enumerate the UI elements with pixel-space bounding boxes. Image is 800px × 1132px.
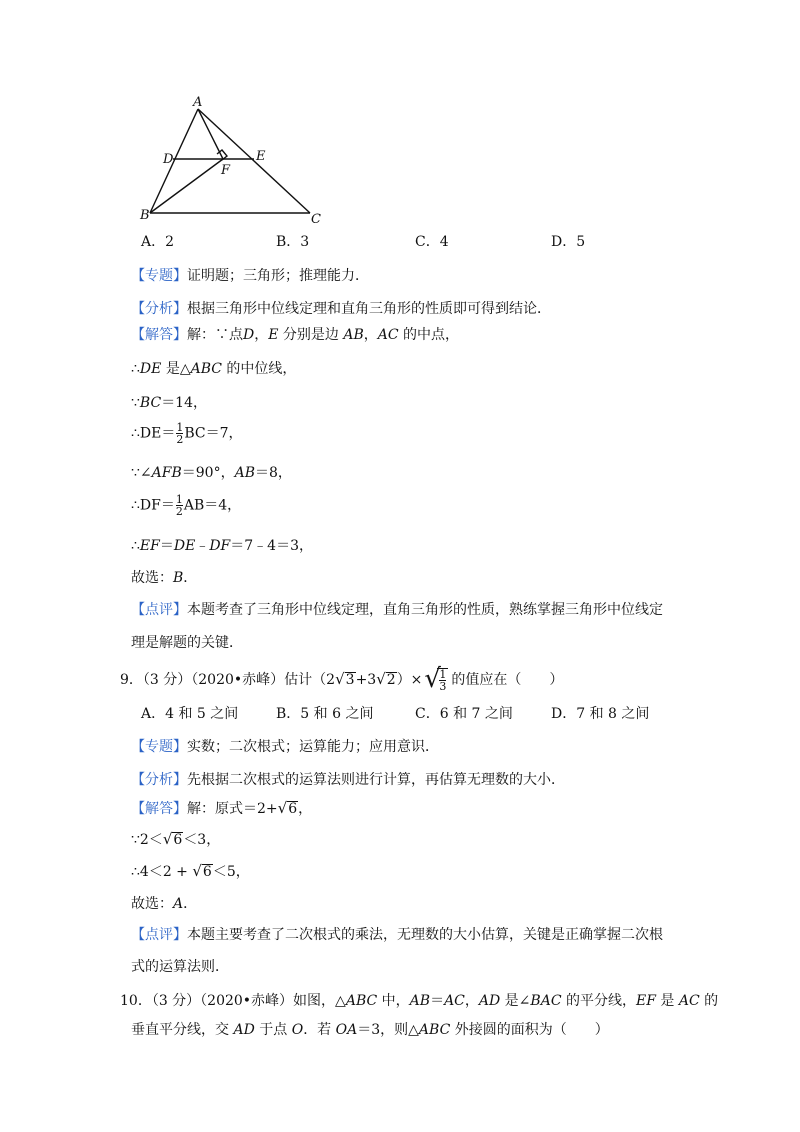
var-e: E xyxy=(268,327,279,343)
text: 是△ xyxy=(161,361,191,377)
analysis-text: 根据三角形中位线定理和直角三角形的性质即可得到结论． xyxy=(187,301,551,317)
choose-value: B xyxy=(173,570,184,586)
denominator: 3 xyxy=(439,680,447,693)
q9-analysis xyxy=(131,769,565,789)
text: ＝3，则△ xyxy=(357,1022,419,1038)
text: ， xyxy=(363,327,378,343)
var-ac: AC xyxy=(377,327,399,343)
q9-choose xyxy=(131,893,197,913)
var-ab: AB xyxy=(343,327,364,343)
label-c: C xyxy=(311,212,321,227)
q8-answer xyxy=(131,324,459,344)
label-d: D xyxy=(163,152,174,167)
side-ac xyxy=(198,109,310,213)
comment-tag: 【点评】 xyxy=(131,927,187,943)
denominator: 2 xyxy=(175,505,183,518)
var: AC xyxy=(444,993,465,1009)
q9-comment xyxy=(131,924,663,944)
analysis-tag: 【分析】 xyxy=(131,772,187,788)
var: ABC xyxy=(418,1022,451,1038)
q9-question xyxy=(120,664,564,694)
q8-topic xyxy=(131,265,369,285)
question-prefix: 9．（3 分）（2020•赤峰）估计（ xyxy=(120,672,327,688)
answer-tag: 【解答】 xyxy=(131,327,187,343)
var-de: DE xyxy=(173,538,196,554)
q8-line-de xyxy=(131,358,296,378)
q8-comment xyxy=(131,599,663,619)
equation-end: BC＝7， xyxy=(184,425,243,442)
text: ＜3， xyxy=(183,832,221,848)
radical-icon: √ xyxy=(192,862,202,880)
text: 是 xyxy=(655,993,679,1009)
text: ﹣ xyxy=(195,538,210,554)
text: ＝8， xyxy=(255,465,292,481)
text: 的 xyxy=(699,993,719,1009)
q8-line-angle xyxy=(131,462,292,482)
radicand: 6 xyxy=(288,801,298,817)
analysis-tag: 【分析】 xyxy=(131,301,187,317)
text: ∵2＜ xyxy=(131,832,163,848)
q9-line2 xyxy=(131,829,220,849)
text: 垂直平分线，交 xyxy=(131,1022,234,1038)
radicand: 6 xyxy=(173,832,183,848)
label-a: A xyxy=(193,95,203,110)
var: EF xyxy=(636,993,656,1009)
radical-icon: √ xyxy=(335,670,345,688)
q8-line-ef xyxy=(131,535,313,555)
topic-text: 证明题；三角形；推理能力． xyxy=(187,268,369,284)
var: BAC xyxy=(530,993,562,1009)
radicand: 6 xyxy=(202,864,212,880)
q8-line-df-eq xyxy=(131,494,241,517)
var-abc: ABC xyxy=(190,361,222,377)
text: ， xyxy=(464,993,479,1009)
q9-line3 xyxy=(131,861,250,881)
text: ＜5， xyxy=(212,864,250,880)
q9-option-c: C．6 和 7 之间 xyxy=(415,706,513,722)
text: ， xyxy=(254,327,269,343)
text: ＝7﹣4＝3， xyxy=(230,538,313,554)
q9-option-b: B．5 和 6 之间 xyxy=(276,706,374,722)
text: ＝ xyxy=(159,538,174,554)
because: ∵ xyxy=(131,395,140,411)
text: +3 xyxy=(355,672,377,688)
choose-label: 故选： xyxy=(131,896,173,912)
comment-text: 本题考查了三角形中位线定理，直角三角形的性质，熟练掌握三角形中位线定 xyxy=(187,602,663,618)
text: 分别是边 xyxy=(278,327,344,343)
sqrt-fraction xyxy=(424,664,449,694)
segment-bf xyxy=(150,159,223,213)
text: 外接圆的面积为（ ） xyxy=(450,1022,609,1038)
q8-choose xyxy=(131,567,197,587)
var-d: D xyxy=(243,327,255,343)
q9-answer xyxy=(131,798,312,818)
q8-option-b: B．3 xyxy=(276,234,310,250)
radical-icon: √ xyxy=(424,664,441,694)
topic-tag: 【专题】 xyxy=(131,268,187,284)
radicand: 3 xyxy=(345,672,355,688)
radical-icon: √ xyxy=(376,670,386,688)
text: 的中点， xyxy=(398,327,460,343)
var: ABC xyxy=(345,993,378,1009)
var-de: DE xyxy=(139,361,162,377)
numerator: 1 xyxy=(439,668,447,681)
text: ． xyxy=(183,570,198,586)
text: 的平分线， xyxy=(561,993,636,1009)
therefore: ∴ xyxy=(131,538,140,554)
var: AB xyxy=(409,993,431,1009)
q8-option-d: D．5 xyxy=(551,234,586,250)
q9-option-a: A．4 和 5 之间 xyxy=(141,706,239,722)
equation-start: ∴DF＝ xyxy=(131,497,175,514)
text: ）× xyxy=(396,672,423,688)
text: ＝14， xyxy=(161,395,208,411)
choose-value: A xyxy=(173,896,184,912)
var-bc: BC xyxy=(139,395,162,411)
text: ∵∠ xyxy=(131,465,152,481)
equation-end: AB＝4， xyxy=(183,497,242,514)
text: ∴4＜2 + xyxy=(131,864,193,880)
numerator: 1 xyxy=(176,421,184,434)
label-b: B xyxy=(140,208,150,223)
q9-comment-cont: 式的运算法则． xyxy=(131,959,229,975)
comment-tag: 【点评】 xyxy=(131,602,187,618)
text: ＝ xyxy=(430,993,445,1009)
question-suffix: 的值应在（ ） xyxy=(451,672,564,688)
q10-question-line1 xyxy=(120,990,718,1010)
text: ．若 xyxy=(303,1022,336,1038)
comment-text: 本题主要考查了二次根式的乘法，无理数的大小估算，关键是正确掌握二次根 xyxy=(187,927,663,943)
var: AD xyxy=(478,993,501,1009)
var: AC xyxy=(678,993,700,1009)
var-ab: AB xyxy=(234,465,255,481)
text: ， xyxy=(298,801,313,817)
triangle-figure xyxy=(130,92,330,228)
q8-option-a: A．2 xyxy=(141,234,175,250)
text: ． xyxy=(183,896,198,912)
fraction xyxy=(176,422,183,445)
radical-icon: √ xyxy=(162,830,173,848)
therefore: ∴ xyxy=(131,361,140,377)
q8-line-de-eq xyxy=(131,422,243,445)
var: AD xyxy=(233,1022,255,1038)
text: 10．（3 分）（2020•赤峰）如图，△ xyxy=(120,993,346,1009)
numerator: 1 xyxy=(175,493,183,506)
topic-text: 实数；二次根式；运算能力；应用意识． xyxy=(187,739,439,755)
text: 2 xyxy=(326,672,336,688)
var: OA xyxy=(335,1022,358,1038)
q8-line-bc xyxy=(131,392,207,412)
topic-tag: 【专题】 xyxy=(131,739,187,755)
radical-icon: √ xyxy=(277,799,288,817)
label-e: E xyxy=(256,149,266,164)
answer-text: 解：原式＝2+ xyxy=(187,801,278,817)
var: O xyxy=(291,1022,304,1038)
text: ＝90°， xyxy=(181,465,235,481)
text: 中， xyxy=(377,993,410,1009)
text: 是∠ xyxy=(500,993,531,1009)
fraction xyxy=(176,494,183,517)
answer-tag: 【解答】 xyxy=(131,801,187,817)
var-df: DF xyxy=(209,538,231,554)
text: 的中位线， xyxy=(221,361,297,377)
choose-label: 故选： xyxy=(131,570,173,586)
q8-analysis xyxy=(131,298,551,318)
label-f: F xyxy=(221,163,231,178)
denominator: 2 xyxy=(176,433,184,446)
var-afb: AFB xyxy=(151,465,182,481)
q9-option-d: D．7 和 8 之间 xyxy=(551,706,650,722)
text: 于点 xyxy=(254,1022,292,1038)
q9-topic xyxy=(131,736,439,756)
var-ef: EF xyxy=(139,538,160,554)
q8-option-c: C．4 xyxy=(415,234,449,250)
answer-intro: 解：∵点 xyxy=(187,327,243,343)
q8-comment-cont: 理是解题的关键． xyxy=(131,635,243,651)
analysis-text: 先根据二次根式的运算法则进行计算，再估算无理数的大小． xyxy=(187,772,565,788)
side-ab xyxy=(150,109,198,213)
radicand: 2 xyxy=(386,672,396,688)
equation-start: ∴DE＝ xyxy=(131,425,176,442)
q10-question-line2 xyxy=(131,1019,609,1039)
